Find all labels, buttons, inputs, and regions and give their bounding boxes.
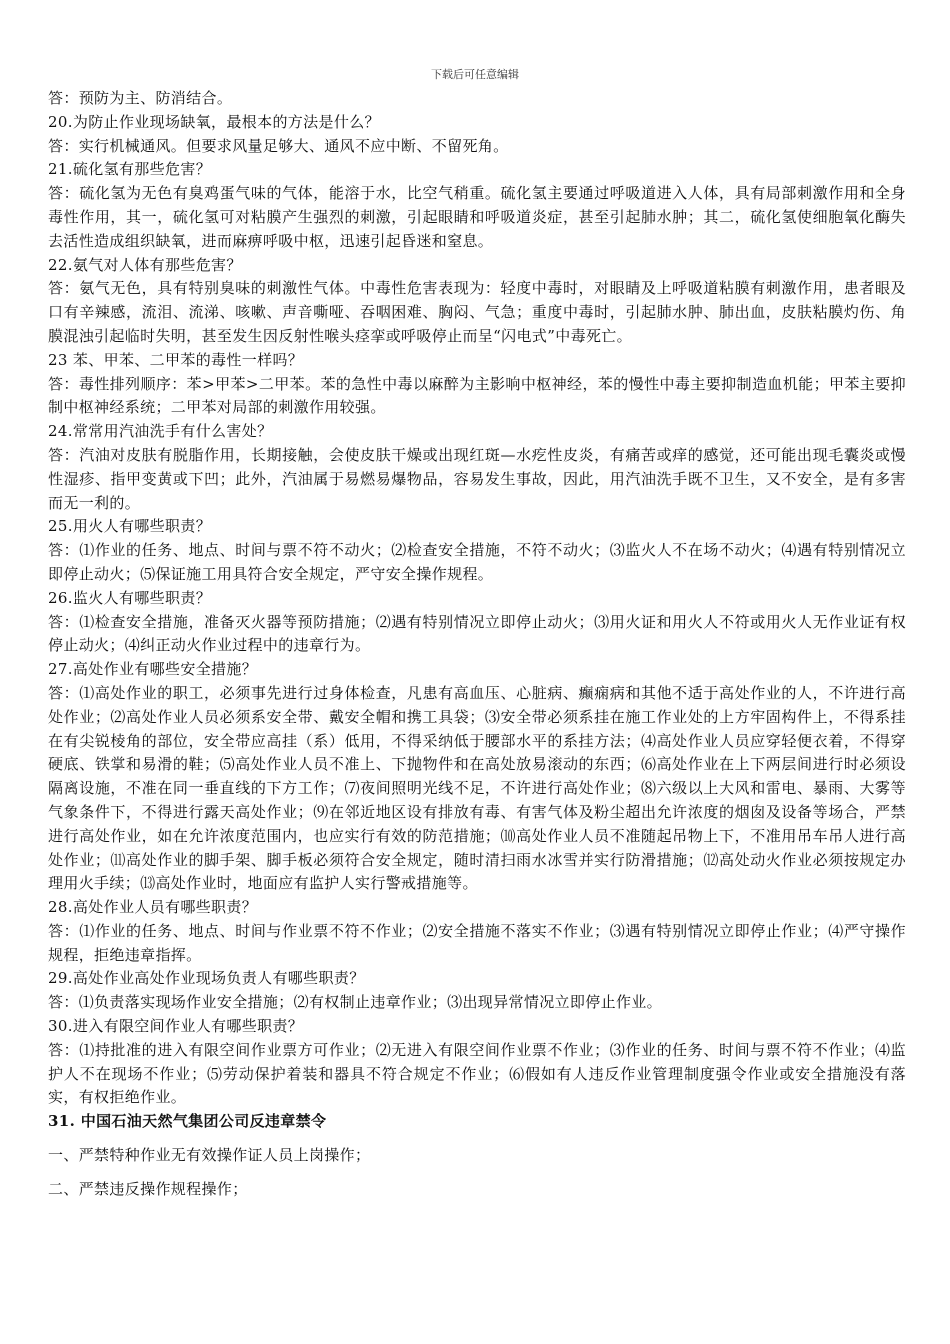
answer-paragraph: 答：汽油对皮肤有脱脂作用，长期接触，会使皮肤干燥或出现红斑—水疙性皮炎，有痛苦或痒的感觉，还可能出现毛囊炎或慢性湿疹、指甲变黄或下凹；此外，汽油属于易燃易爆物品，容易发生事故，因此，用汽油洗手既不卫生，又不安全，是有多害而无一利的。: [48, 445, 906, 512]
question-heading: 20.为防止作业现场缺氧，最根本的方法是什么？: [48, 112, 380, 131]
question-heading: 25.用火人有哪些职责？: [48, 517, 212, 536]
list-item: 一、严禁特种作业无有效操作证人员上岗操作；: [48, 1146, 371, 1165]
answer-paragraph: 答：⑴作业的任务、地点、时间与作业票不符不作业；⑵安全措施不落实不作业；⑶遇有特别情况立即停止作业；⑷严守操作规程，拒绝违章指挥。: [48, 921, 906, 964]
question-heading: 21.硫化氢有那些危害？: [48, 160, 212, 179]
answer-paragraph: 答：实行机械通风。但要求风量足够大、通风不应中断、不留死角。: [48, 136, 509, 155]
answer-paragraph: 答：⑴高处作业的职工，必须事先进行过身体检查，凡患有高血压、心脏病、癫痫病和其他不适于高处作业的人，不许进行高处作业；⑵高处作业人员必须系安全带、戴安全帽和携工具袋；⑶安全带必须系挂在施工作业处的上方牢固构件上，不得系挂在有尖锐棱角的部位，安全带应高挂（系）低用，不得采纳低于腰部水平的系挂方法；⑷高处作业人员应穿轻便衣着，不得穿硬底、铁掌和易滑的鞋；⑸高处作业人员不准上、下抛物件和在高处放易滚动的东西；⑹高处作业在上下两层间进行时必须设隔离设施，不准在同一垂直线的下方工作；⑺夜间照明光线不足，不许进行高处作业；⑻六级以上大风和雷电、暴雨、大雾等气象条件下，不得进行露天高处作业；⑼在邻近地区设有排放有毒、有害气体及粉尘超出允许浓度的烟囱及设备等场合，严禁进行高处作业，如在允许浓度范围内，也应实行有效的防范措施；⑽高处作业人员不准随起吊物上下，不准用吊车吊人进行高处作业；⑾高处作业的脚手架、脚手板必须符合安全规定，随时清扫雨水冰雪并实行防滑措施；⑿高处动火作业必须按规定办理用火手续；⒀高处作业时，地面应有监护人实行警戒措施等。: [48, 683, 906, 893]
answer-paragraph: 答：⑴负责落实现场作业安全措施；⑵有权制止违章作业；⑶出现异常情况立即停止作业。: [48, 993, 663, 1012]
answer-paragraph: 答：毒性排列顺序：苯>甲苯>二甲苯。苯的急性中毒以麻醉为主影响中枢神经，苯的慢性中毒主要抑制造血机能；甲苯主要抑制中枢神经系统；二甲苯对局部的刺激作用较强。: [48, 374, 906, 417]
answer-paragraph: 答：⑴检查安全措施，准备灭火器等预防措施；⑵遇有特别情况立即停止动火；⑶用火证和用火人不符或用火人无作业证有权停止动火；⑷纠正动火作业过程中的违章行为。: [48, 612, 906, 655]
document-body: [48, 87, 906, 1202]
answer-paragraph: 答：⑴持批准的进入有限空间作业票方可作业；⑵无进入有限空间作业票不作业；⑶作业的任务、时间与票不符不作业；⑷监护人不在现场不作业；⑸劳动保护着装和器具不符合规定不作业；⑹假如有人违反作业管理制度强令作业或安全措施没有落实，有权拒绝作业。: [48, 1040, 906, 1107]
question-heading: 22.氨气对人体有那些危害？: [48, 255, 242, 274]
page-header: 下载后可任意编辑: [431, 68, 519, 81]
answer-paragraph: 答：氨气无色，具有特别臭味的刺激性气体。中毒性危害表现为：轻度中毒时，对眼睛及上呼吸道粘膜有刺激作用，患者眼及口有辛辣感，流泪、流涕、咳嗽、声音嘶哑、吞咽困难、胸闷、气急；重度中毒时，引起肺水肿、肺出血，皮肤粘膜灼伤、角膜混浊引起临时失明，甚至发生因反射性喉头痉挛或呼吸停止而呈“闪电式”中毒死亡。: [48, 279, 906, 345]
question-heading: 28.高处作业人员有哪些职责？: [48, 898, 258, 917]
question-heading: 24.常常用汽油洗手有什么害处？: [48, 422, 273, 441]
list-item: 二、严禁违反操作规程操作；: [48, 1179, 248, 1198]
answer-paragraph: 答：预防为主、防消结合。: [48, 89, 233, 107]
question-heading: 27.高处作业有哪些安全措施？: [48, 660, 258, 679]
question-heading: 23 苯、甲苯、二甲苯的毒性一样吗？: [48, 350, 304, 369]
question-heading: 26.监火人有哪些职责？: [48, 588, 212, 607]
answer-paragraph: 答：硫化氢为无色有臭鸡蛋气味的气体，能溶于水，比空气稍重。硫化氢主要通过呼吸道进入人体，具有局部刺激作用和全身毒性作用，其一，硫化氢可对粘膜产生强烈的刺激，引起眼睛和呼吸道炎症，甚至引起肺水肿；其二，硫化氢使细胞氧化酶失去活性造成组织缺氧，进而麻痹呼吸中枢，迅速引起昏迷和窒息。: [48, 184, 906, 250]
question-heading: 30.进入有限空间作业人有哪些职责？: [48, 1017, 304, 1036]
question-heading: 29.高处作业高处作业现场负责人有哪些职责？: [48, 969, 365, 988]
section-heading: 31. 中国石油天然气集团公司反违章禁令: [48, 1112, 327, 1131]
answer-paragraph: 答：⑴作业的任务、地点、时间与票不符不动火；⑵检查安全措施，不符不动火；⑶监火人不在场不动火；⑷遇有特别情况立即停止动火；⑸保证施工用具符合安全规定，严守安全操作规程。: [48, 541, 906, 583]
